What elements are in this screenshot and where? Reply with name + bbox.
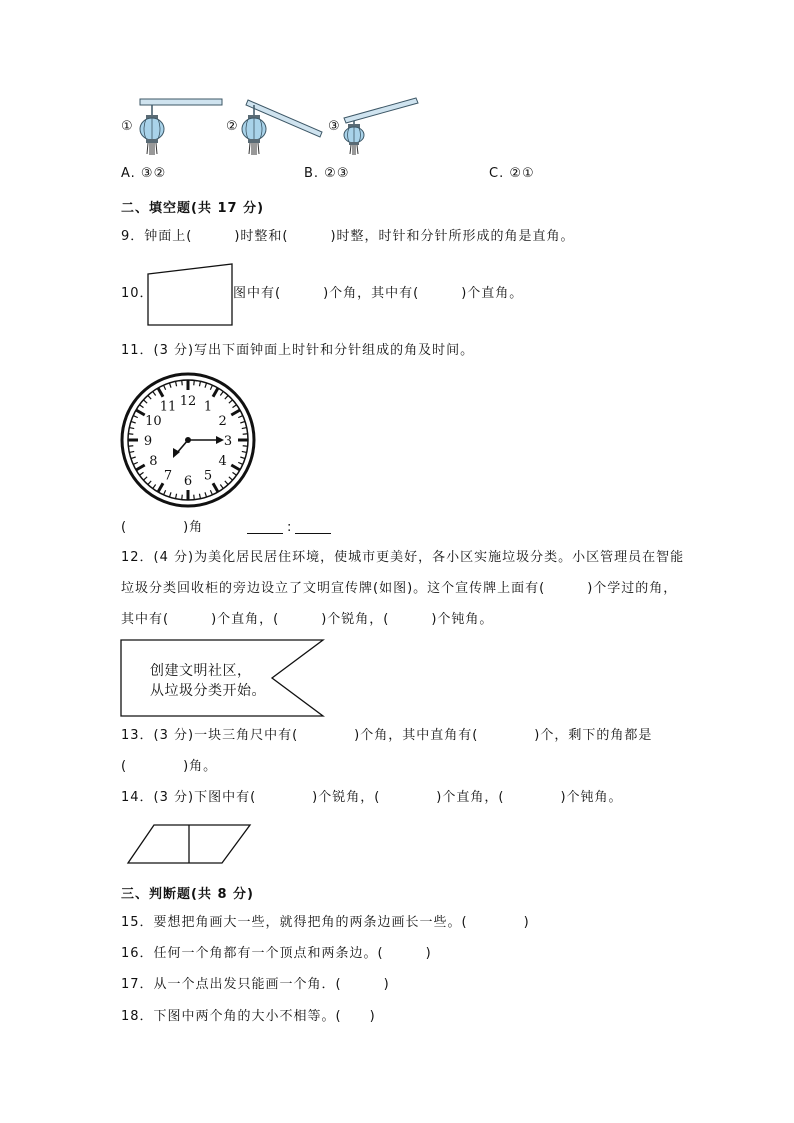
clock-minute-tick <box>182 495 183 500</box>
section-3-title: 三、判断题(共 8 分) <box>121 887 254 902</box>
parallelogram-figure <box>126 823 252 865</box>
clock-face <box>120 372 256 508</box>
section-2-title: 二、填空题(共 17 分) <box>121 201 265 216</box>
figure-label-3: ③ <box>328 119 341 134</box>
clock-number: 6 <box>183 474 193 489</box>
sign-line-1: 创建文明社区， <box>150 663 252 679</box>
clock-number: 1 <box>203 399 213 415</box>
lantern-figure-2 <box>238 96 328 158</box>
clock-minute-tick <box>128 434 133 435</box>
question-10-number: 10． <box>121 286 154 301</box>
clock-number: 9 <box>143 434 153 449</box>
question-11-angle-answer: ( )角 <box>121 520 204 535</box>
question-18: 18．下图中两个角的大小不相等。( ) <box>121 1009 376 1024</box>
question-17: 17．从一个点出发只能画一个角．( ) <box>121 977 390 992</box>
figure-label-2: ② <box>226 119 239 134</box>
banner-sign-text <box>150 661 266 701</box>
clock-number: 4 <box>218 454 227 469</box>
question-15: 15．要想把角画大一些，就得把角的两条边画长一些。( ) <box>121 915 530 930</box>
clock-minute-tick <box>182 380 183 385</box>
time-hour-blank[interactable] <box>247 521 283 538</box>
quadrilateral-figure <box>146 262 236 328</box>
option-a: A. ③② <box>121 166 167 181</box>
question-12-line-2: 垃圾分类回收柜的旁边设立了文明宣传牌(如图)。这个宣传牌上面有( )个学过的角， <box>121 581 678 596</box>
clock-number: 2 <box>218 414 227 429</box>
clock-minute-tick <box>243 446 248 447</box>
clock-minute-tick <box>243 434 248 435</box>
clock-number: 10 <box>145 414 162 429</box>
clock-minute-tick <box>194 380 195 385</box>
clock-number: 3 <box>223 434 233 449</box>
option-c: C. ②① <box>489 166 535 181</box>
clock-number: 5 <box>203 468 213 484</box>
clock-center <box>185 437 191 443</box>
question-10-text: 图中有( )个角，其中有( )个直角。 <box>233 286 524 301</box>
clock-minute-tick <box>128 446 133 447</box>
time-colon: : <box>287 520 293 535</box>
question-13-line-2: ( )角。 <box>121 759 218 774</box>
option-b: B. ②③ <box>304 166 350 181</box>
lantern-figure-1 <box>136 96 226 158</box>
question-12-line-3: 其中有( )个直角，( )个锐角，( )个钝角。 <box>121 612 494 627</box>
question-16: 16．任何一个角都有一个顶点和两条边。( ) <box>121 946 432 961</box>
figure-label-1: ① <box>121 119 134 134</box>
lantern-figure-3 <box>338 96 428 158</box>
question-11: 11．(3 分)写出下面钟面上时针和分针组成的角及时间。 <box>121 343 475 358</box>
clock-number: 12 <box>179 394 197 409</box>
question-9: 9．钟面上( )时整和( )时整，时针和分针所形成的角是直角。 <box>121 229 575 244</box>
clock-minute-tick <box>194 495 195 500</box>
clock-number: 8 <box>149 454 158 469</box>
clock-number: 11 <box>159 399 177 415</box>
time-minute-blank[interactable] <box>295 521 331 538</box>
question-14: 14．(3 分)下图中有( )个锐角，( )个直角，( )个钝角。 <box>121 790 623 805</box>
clock-number: 7 <box>163 468 173 484</box>
sign-line-2: 从垃圾分类开始。 <box>150 683 266 699</box>
question-12-line-1: 12．(4 分)为美化居民居住环境，使城市更美好，各小区实施垃圾分类。小区管理员在智能 <box>121 550 685 565</box>
question-13-line-1: 13．(3 分)一块三角尺中有( )个角，其中直角有( )个，剩下的角都是 <box>121 728 653 743</box>
